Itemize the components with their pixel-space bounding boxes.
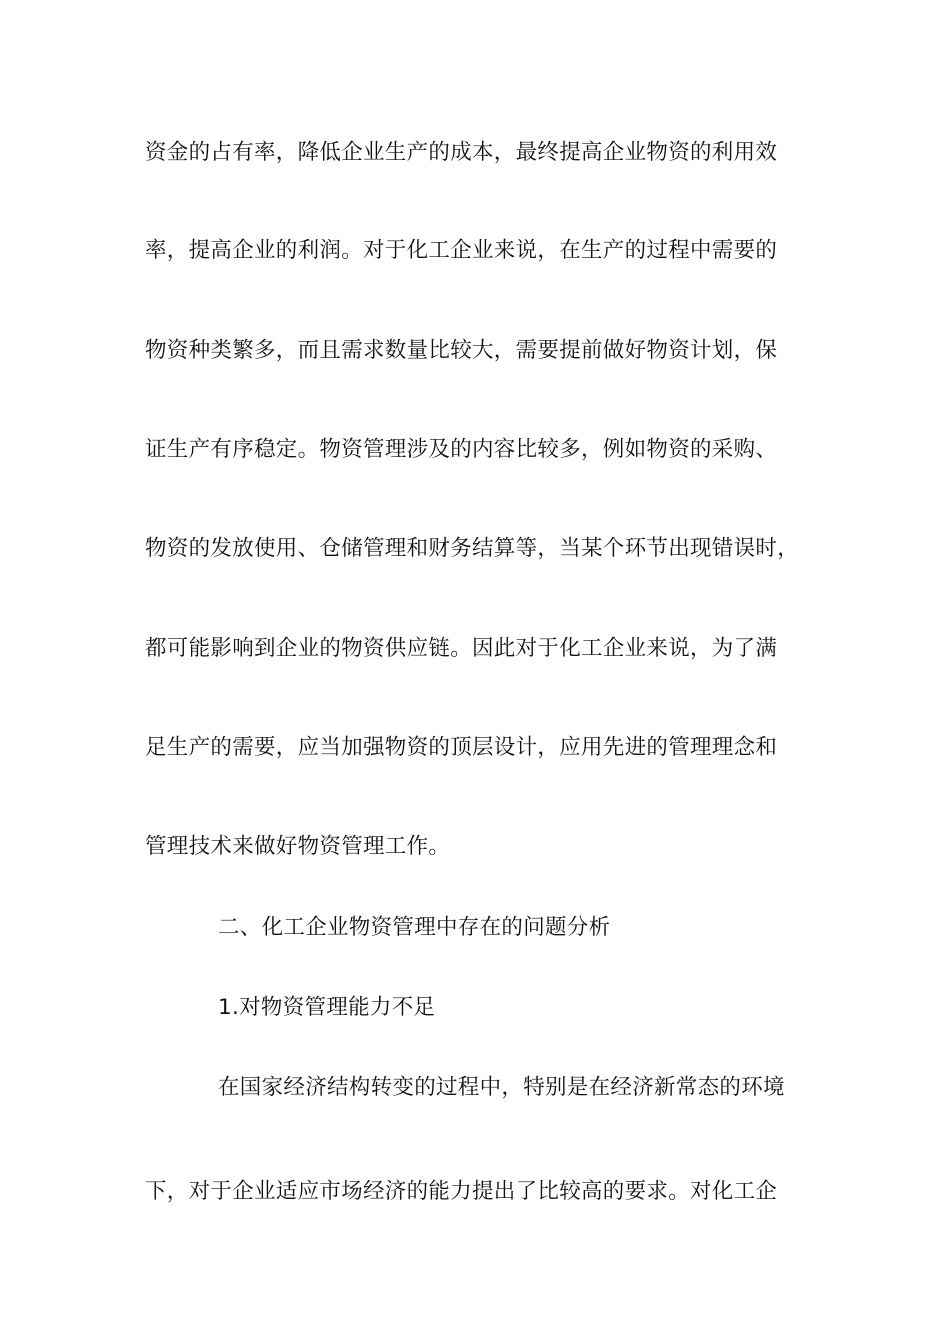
paragraph-line: 证生产有序稳定。物资管理涉及的内容比较多，例如物资的采购、 — [145, 437, 778, 462]
paragraph-line: 在国家经济结构转变的过程中，特别是在经济新常态的环境 — [218, 1075, 785, 1100]
paragraph-line: 物资的发放使用、仓储管理和财务结算等，当某个环节出现错误时， — [145, 536, 800, 561]
paragraph-line: 物资种类繁多，而且需求数量比较大，需要提前做好物资计划，保 — [145, 338, 778, 363]
paragraph-line: 率，提高企业的利润。对于化工企业来说，在生产的过程中需要的 — [145, 238, 778, 263]
paragraph-line: 足生产的需要，应当加强物资的顶层设计，应用先进的管理理念和 — [145, 735, 778, 760]
section-heading: 二、化工企业物资管理中存在的问题分析 — [218, 915, 611, 940]
paragraph-line: 资金的占有率，降低企业生产的成本，最终提高企业物资的利用效 — [145, 140, 778, 165]
paragraph-line: 下，对于企业适应市场经济的能力提出了比较高的要求。对化工企 — [145, 1179, 778, 1204]
subsection-heading: 1.对物资管理能力不足 — [218, 995, 436, 1020]
paragraph-line: 都可能影响到企业的物资供应链。因此对于化工企业来说，为了满 — [145, 636, 778, 661]
paragraph-line: 管理技术来做好物资管理工作。 — [145, 834, 451, 859]
